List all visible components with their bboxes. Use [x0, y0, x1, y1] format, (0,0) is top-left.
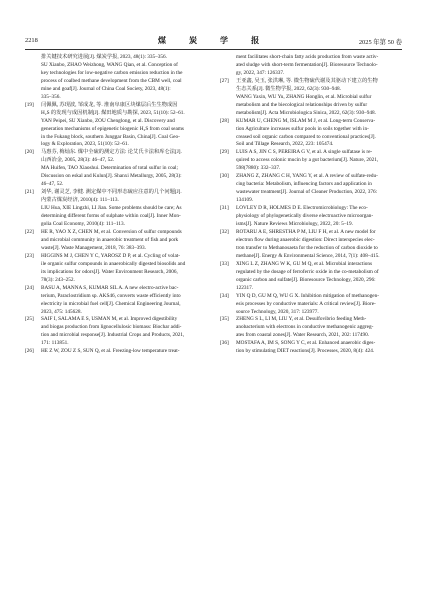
- reference-item: [25, 348, 207, 356]
- journal-title: 煤 炭 学 报: [157, 35, 270, 45]
- page-number: 2218: [25, 37, 38, 44]
- reference-item: [220, 261, 403, 293]
- reference-number: [27]: [220, 77, 229, 84]
- reference-item: [220, 293, 403, 317]
- reference-number: [23]: [25, 252, 34, 259]
- reference-text: SAIF I, SALAMA E S, USMAN M, et al. Improved digestibility and biogas production from lignocellulosic biomass: Biochar addi- tion and microbial response[J]. Industrial Crops and Products, 2021, 171: 113851.: [41, 316, 185, 347]
- reference-item: [220, 118, 403, 150]
- reference-text: LUIS A S, JIN C S, PEREIRA G V, et al. A single sulfatase is re- quired to access colonic mucin by a gut bacterium[J]. Nature, 2021, 598(7880): 332–337.: [236, 149, 379, 172]
- reference-text: ROTARU A E, SHRESTHA P M, LIU F H, et al. A new model for electron flow during anaerobic digestion: Direct interspecies elec- tron transfer to Methanosaeta for the reduction of carbon dioxide to methane[J]. Energy & Environmental Science, 2014, 7(1): 408–415.: [236, 228, 380, 259]
- reference-number: [21]: [25, 189, 34, 196]
- reference-item: [220, 340, 403, 356]
- reference-text: BASU A, MANNA S, KUMAR SIL A. A new electro-active bac- terium, Paraclostridium sp. AKS46, converts waste efficiently into electricity in microbial fuel cell[J]. Chemical Engineering Journal, 2023, 475: 145628.: [41, 284, 181, 315]
- reference-item: [220, 229, 403, 261]
- reference-text: XING L Z, ZHANG W K, GU M Q, et al. Microbial interactions regulated by the dosage of ferroferric oxide in the co-metabolism of organic carbon and sulfate[J]. Bioresource Technology, 2020, 296: 122317.: [236, 260, 379, 291]
- reference-number: [33]: [220, 260, 229, 267]
- header-rule: [25, 49, 402, 50]
- reference-item: [220, 173, 403, 205]
- reference-number: [26]: [25, 348, 34, 355]
- reference-number: [35]: [220, 316, 229, 323]
- reference-text: ZHANG Z, ZHANG C H, YANG Y, et al. A review of sulfate-redu- cing bacteria: Metabolism, influencing factors and application in wastewater treatment[J]. Journal of Cleaner Production, 2022, 376: 134109.: [236, 173, 378, 204]
- issue-info: 2025 年第 50 卷: [358, 39, 402, 46]
- reference-item: [220, 78, 403, 118]
- reference-text: ZHENG S L, LI M, LIU Y, et al. Desulfovibrio feeding Meth- anobacterium with electrons in conductive methanogenic aggreg- ates from coastal zones[J]. Water Research, 2021, 202: 117490.: [236, 316, 374, 339]
- reference-list-right: [220, 78, 403, 356]
- reference-number: [34]: [220, 292, 229, 299]
- reference-number: [32]: [220, 228, 229, 235]
- left-column: [25, 54, 207, 356]
- reference-text: KUMAR U, CHENG M, ISLAM M J, et al. Long-term Conserva- tion Agriculture increases sulfur pools in soils together with in- creased soil organic carbon compared to conventional practices[J]. Soil and Tillage Research, 2022, 223: 105474.: [236, 117, 376, 148]
- reference-number: [24]: [25, 284, 34, 291]
- reference-item: [25, 316, 207, 348]
- reference-item: [25, 189, 207, 229]
- reference-text: YIN Q D, GU M Q, WU G X. Inhibition mitigation of methanogen- esis processes by conductive materials: A critical review[J]. Biore- source Technology, 2020, 317: 123977.: [236, 292, 379, 315]
- reference-item: [220, 316, 403, 340]
- reference-number: [25]: [25, 316, 34, 323]
- running-header: [25, 35, 402, 47]
- reference-text: 王亚鑫, 吴玉, 张洪琳, 等. 微生物硫代谢及其驱动下建立的生物 生态关系[J]. 微生物学报, 2022, 62(3): 930–948. WANG Yaxin, WU Yu, ZHANG Honglin, et al. Microbial sulfur metabolism and the biecological relationships driven by sulfur metabolism[J]. Acta Microbiologica Sinica, 2022, 62(3): 930–948.: [236, 77, 378, 116]
- reference-list-left: [25, 102, 207, 357]
- reference-item: [25, 229, 207, 253]
- reference-text: MOSTAFA A, IM S, SONG Y C, et al. Enhanced anaerobic diges- tion by stimulating DIET reactions[J]. Processes, 2020, 8(4): 424.: [236, 340, 376, 355]
- reference-item: [25, 149, 207, 189]
- reference-text: LOVLEY D R, HOLMES D E. Electromicrobiology: The eco- physiology of phylogenetically diverse electroactive microorgan- isms[J]. Nature Reviews Microbiology, 2022, 20: 5–19.: [236, 205, 374, 228]
- reference-text: HE Z W, ZOU Z S, SUN Q, et al. Freezing-low temperature treat-: [41, 348, 180, 355]
- reference-item: [25, 102, 207, 150]
- reference-continuation: 排关键技术研究进展[J]. 煤炭学报, 2023, 48(1): 335–356. SU Xianbo, ZHAO Weizhong, WANG Qian, et al. Conception of key technologies for low-negative carbon emission reduction in the process of coalbed methane development from the CBM well, coal mine and goaf[J]. Journal of China Coal Society, 2023, 48(1): 335–356.: [41, 54, 183, 100]
- right-column: [220, 54, 403, 356]
- reference-number: [36]: [220, 340, 229, 347]
- reference-number: [31]: [220, 205, 229, 212]
- reference-number: [30]: [220, 173, 229, 180]
- reference-item: [25, 253, 207, 285]
- reference-text: HIGGINS M J, CHEN Y C, YAROSZ D P, et al. Cycling of volat- ile organic sulfur compounds in anaerobically digested biosolids and its implications for odors[J]. Water Environment Research, 2006, 78(3): 243–252.: [41, 252, 186, 283]
- reference-number: [29]: [220, 149, 229, 156]
- reference-number: [19]: [25, 101, 34, 108]
- reference-text: 马惠芬, 梅灿东. 煤中全硫的测定方法: 论艾氏卡法和库仑法[J]. 山西冶金, 2005, 28(3): 46–47, 52. MA Huifen, TAO Xiaoshui. Determination of total sulfur in coal; Discussion on eskal and Kulun[J]. Shanxi Metallurgy, 2005, 28(3): 46–47, 52.: [41, 149, 182, 188]
- reference-text: 闫佩佩, 苏现波, 邹成龙, 等. 淮南阜康区块煤层后生生物成因 H₂S 的发现与成因机制[J]. 煤田地质与勘探, 2023, 51(10): 52–61. YAN Peipei, SU Xianbo, ZOU Chenglong, et al. Discovery and generation mechanisms of epigenetic biogenic H₂S from coal seams in the Fukang block, southern Junggar Basin, China[J]. Coal Geo- logy & Exploration, 2023, 51(10): 52–61.: [41, 101, 185, 148]
- reference-item: [25, 285, 207, 317]
- reference-item: [220, 149, 403, 173]
- reference-item: [220, 205, 403, 229]
- reference-text: HE R, YAO X Z, CHEN M, et al. Conversion of sulfur compounds and microbial community in anaerobic treatment of fish and pork waste[J]. Waste Management, 2018, 76: 383–393.: [41, 228, 182, 251]
- reference-number: [28]: [220, 117, 229, 124]
- reference-number: [22]: [25, 228, 34, 235]
- reference-text: 刘华, 谢灵芝, 李健. 测定煤中不同形态硫应注意的几个问题[J]. 内蒙古煤炭经济, 2010(4): 111–113. LIU Hua, XIE Lingzhi, LI Jian. Some problems should be care; As determining different forms of sulphate within coal[J]. Inner Mon- golia Coal Economy, 2010(4): 111–113.: [41, 189, 182, 228]
- reference-continuation: ment facilitates short-chain fatty acids production from waste activ- ated sludge with short-term fermentation[J]. Bioresource Technolo- gy, 2022, 347: 126337.: [236, 54, 379, 76]
- reference-number: [20]: [25, 149, 34, 156]
